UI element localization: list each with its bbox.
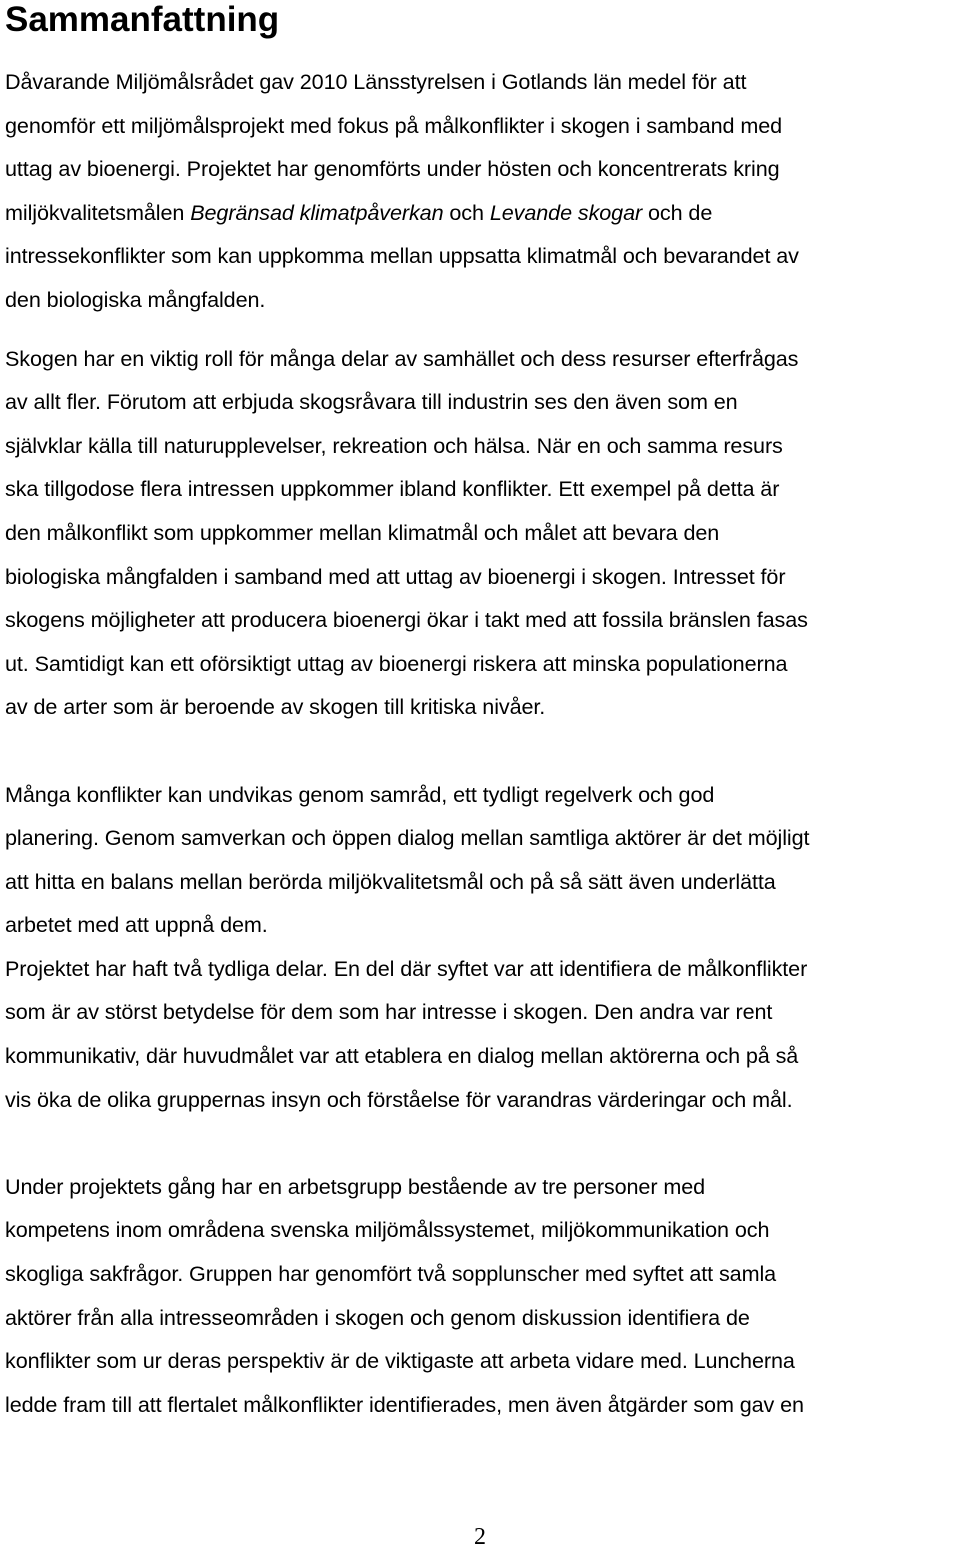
paragraph-spacer: [5, 1121, 960, 1165]
text-segment: och: [443, 199, 490, 225]
text-line: kompetens inom områdena svenska miljömålssystemet, miljökommunikation och: [5, 1217, 770, 1243]
text-line: Många konflikter kan undvikas genom samråd, ett tydligt regelverk och god: [5, 781, 715, 807]
text-line: [5, 191, 960, 235]
text-line: den målkonflikt som uppkommer mellan klimatmål och målet att bevara den: [5, 519, 720, 545]
text-line: skogens möjligheter att producera bioenergi ökar i takt med att fossila bränslen fasas: [5, 607, 808, 633]
text-line: av allt fler. Förutom att erbjuda skogsråvara till industrin ses den även som en: [5, 389, 738, 415]
text-line: konflikter som ur deras perspektiv är de viktigaste att arbeta vidare med. Luncherna: [5, 1348, 795, 1374]
text-line: arbetet med att uppnå dem.: [5, 912, 268, 938]
page-title: Sammanfattning: [5, 0, 280, 39]
text-line: att hitta en balans mellan berörda miljökvalitetsmål och på så sätt även underlätta: [5, 868, 776, 894]
text-line: självklar källa till naturupplevelser, rekreation och hälsa. När en och samma resurs: [5, 432, 783, 458]
paragraph: [5, 773, 960, 947]
text-line: genomför ett miljömålsprojekt med fokus på målkonflikter i skogen i samband med: [5, 112, 783, 138]
italic-term: Levande skogar: [489, 199, 643, 225]
paragraph: [5, 60, 960, 322]
text-line: uttag av bioenergi. Projektet har genomförts under hösten och koncentrerats kring: [5, 156, 780, 182]
text-line: Dåvarande Miljömålsrådet gav 2010 Länsstyrelsen i Gotlands län medel för att: [5, 69, 747, 94]
text-line: ut. Samtidigt kan ett oförsiktigt uttag av bioenergi riskera att minska populationerna: [5, 650, 788, 676]
text-line: Skogen har en viktig roll för många delar av samhället och dess resurser efterfrågas: [5, 345, 799, 371]
body-text: [5, 60, 960, 1426]
page-number: 2: [474, 1524, 486, 1550]
paragraph-spacer: [5, 729, 960, 773]
text-line: kommunikativ, där huvudmålet var att etablera en dialog mellan aktörerna och på så: [5, 1043, 799, 1069]
text-line: vis öka de olika gruppernas insyn och förståelse för varandras värderingar och mål.: [5, 1086, 793, 1112]
paragraph: [5, 947, 960, 1121]
text-line: av de arter som är beroende av skogen till kritiska nivåer.: [5, 694, 546, 720]
text-segment: miljökvalitetsmålen: [5, 199, 191, 225]
paragraph: [5, 337, 960, 729]
paragraph-spacer: [5, 322, 960, 337]
text-line: Under projektets gång har en arbetsgrupp bestående av tre personer med: [5, 1173, 706, 1199]
italic-term: Begränsad klimatpåverkan: [190, 199, 444, 225]
text-segment: och de: [642, 199, 713, 225]
text-line: ledde fram till att flertalet målkonflikter identifierades, men även åtgärder som gav en: [5, 1391, 804, 1417]
text-line: planering. Genom samverkan och öppen dialog mellan samtliga aktörer är det möjligt: [5, 825, 810, 851]
text-line: skogliga sakfrågor. Gruppen har genomfört två sopplunscher med syftet att samla: [5, 1261, 777, 1287]
text-line: aktörer från alla intresseområden i skogen och genom diskussion identifiera de: [5, 1304, 750, 1330]
spacer: [5, 40, 960, 60]
text-line: som är av störst betydelse för dem som har intresse i skogen. Den andra var rent: [5, 999, 773, 1025]
text-line: den biologiska mångfalden.: [5, 286, 266, 312]
text-line: intressekonflikter som kan uppkomma mellan uppsatta klimatmål och bevarandet av: [5, 243, 799, 269]
document-page: [5, 0, 960, 1426]
text-line: Projektet har haft två tydliga delar. En del där syftet var att identifiera de målkonflikter: [5, 955, 808, 981]
text-line: ska tillgodose flera intressen uppkommer ibland konflikter. Ett exempel på detta är: [5, 476, 780, 502]
paragraph: [5, 1165, 960, 1427]
text-line: biologiska mångfalden i samband med att uttag av bioenergi i skogen. Intresset för: [5, 563, 786, 589]
